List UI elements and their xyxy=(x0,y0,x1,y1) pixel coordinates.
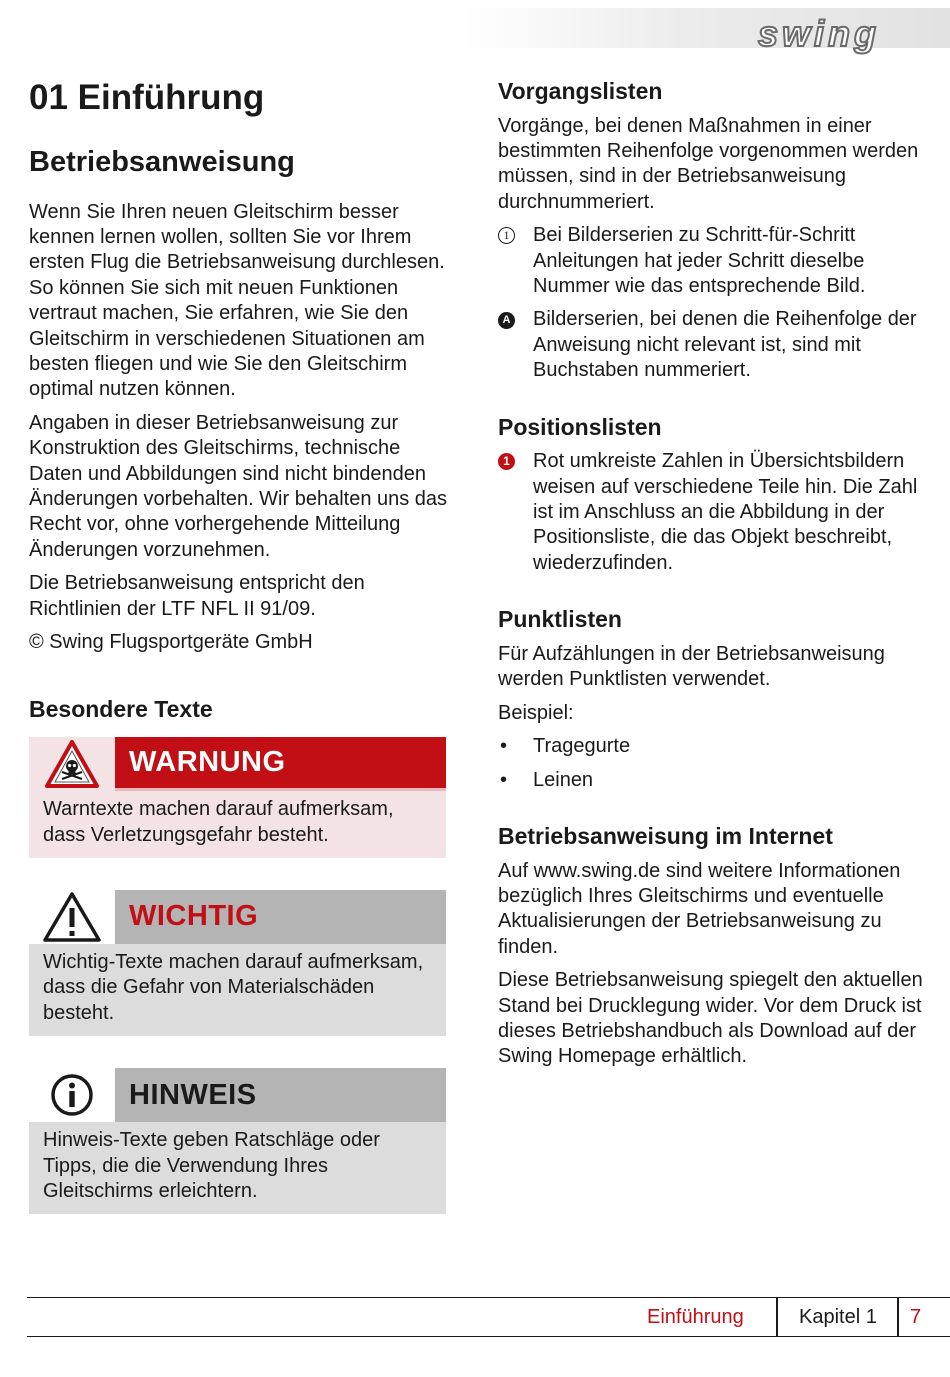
list-item-text: Bilderserien, bei denen die Reihenfolge der Anweisung nicht relevant ist, sind mit Buchstaben nummeriert. xyxy=(533,308,917,382)
footer-chapter: Kapitel 1 xyxy=(799,1305,877,1328)
note-title: HINWEIS xyxy=(115,1068,446,1122)
paragraph: Diese Betriebsanweisung spiegelt den aktuellen Stand bei Drucklegung wider. Vor dem Druck ist dieses Betriebshandbuch als Download auf der Swing Homepage erhältlich. xyxy=(498,969,923,1068)
footer-divider xyxy=(897,1298,899,1336)
paragraph: Angaben in dieser Betriebsanweisung zur Konstruktion des Gleitschirms, technische Daten und Abbildungen sind nicht bindenden Änderungen vorbehalten. Wir behalten uns das Recht vor, ohne vorhergehende Mitteilung Änderungen vorzunehmen. xyxy=(29,411,448,561)
step-letter-marker: A xyxy=(498,312,515,329)
warning-text: Warntexte machen darauf aufmerksam, dass Verletzungsgefahr besteht. xyxy=(43,798,394,846)
example-label: Beispiel: xyxy=(498,701,574,724)
swing-logo: swing xyxy=(757,13,880,54)
important-box xyxy=(29,890,446,1036)
right-column xyxy=(498,78,938,1100)
page-footer xyxy=(27,1297,950,1337)
list-item-text: Leinen xyxy=(533,768,594,791)
list-item-text: Rot umkreiste Zahlen in Übersichtsbildern weisen auf verschiedene Teile hin. Die Zahl ist im Anschluss an die Abbildung in der Positionsliste, die das Objekt beschreibt, wiederzufinden. xyxy=(533,450,918,574)
list-item xyxy=(498,449,938,576)
section-heading: Betriebsanweisung im Internet xyxy=(498,822,833,849)
step-number-marker: 1 xyxy=(498,227,515,244)
footer-divider xyxy=(776,1298,778,1336)
warning-box xyxy=(29,737,446,858)
special-texts-heading: Besondere Texte xyxy=(29,695,213,722)
warning-title: WARNUNG xyxy=(115,737,446,791)
process-lists-section xyxy=(498,78,938,384)
note-text: Hinweis-Texte geben Ratschläge oder Tipps, die die Verwendung Ihres Gleitschirms erleichtern. xyxy=(43,1129,380,1202)
position-number-marker: 1 xyxy=(498,453,515,470)
list-item-text: Bei Bilderserien zu Schritt-für-Schritt Anleitungen hat jeder Schritt dieselbe Nummer wie das entsprechende Bild. xyxy=(533,224,866,298)
important-title: WICHTIG xyxy=(115,890,446,944)
section-heading: Punktlisten xyxy=(498,606,622,633)
page-number: 7 xyxy=(910,1305,922,1328)
section-title: Betriebsanweisung xyxy=(29,146,295,179)
note-box xyxy=(29,1068,446,1214)
list-item xyxy=(498,734,938,759)
section-heading: Positionslisten xyxy=(498,413,662,440)
list-item-text: Tragegurte xyxy=(533,735,631,758)
list-item xyxy=(498,307,938,383)
position-lists-section xyxy=(498,414,938,577)
paragraph: Wenn Sie Ihren neuen Gleitschirm besser kennen lernen wollen, sollten Sie vor Ihrem ersten Flug die Betriebsanweisung durchlesen. So können Sie sich mit neuen Funktionen vertraut machen, Sie erfahren, wie Sie den Gleitschirm in verschiedenen Situationen am besten fliegen und wie Sie den Gleitschirm optimal nutzen können. xyxy=(29,200,445,401)
section-heading: Vorgangslisten xyxy=(498,78,663,104)
chapter-title: 01 Einführung xyxy=(29,78,265,117)
copyright-line: © Swing Flugsportgeräte GmbH xyxy=(29,631,313,654)
paragraph: Für Aufzählungen in der Betriebsanweisung werden Punktlisten verwendet. xyxy=(498,642,885,691)
point-lists-section xyxy=(498,606,938,793)
exclamation-triangle-icon xyxy=(29,890,115,944)
list-item xyxy=(498,768,938,793)
footer-section-name: Einführung xyxy=(647,1305,744,1328)
left-column xyxy=(29,78,449,1246)
paragraph: Auf www.swing.de sind weitere Informationen bezüglich Ihres Gleitschirms und eventuelle Aktualisierungen der Betriebsanweisung zu finden. xyxy=(498,859,901,958)
info-circle-icon xyxy=(29,1068,115,1122)
paragraph: Vorgänge, bei denen Maßnahmen in einer bestimmten Reihenfolge vorgenommen werden müssen, sind in der Betriebsanweisung durchnummeriert. xyxy=(498,114,919,213)
internet-section xyxy=(498,823,938,1070)
bullet-icon: • xyxy=(500,735,508,758)
bullet-icon: • xyxy=(500,768,508,791)
skull-warning-triangle-icon xyxy=(29,737,115,791)
header-band xyxy=(462,8,950,54)
list-item xyxy=(498,223,938,299)
important-text: Wichtig-Texte machen darauf aufmerksam, dass die Gefahr von Materialschäden besteht. xyxy=(43,950,424,1024)
paragraph: Die Betriebsanweisung entspricht den Richtlinien der LTF NFL II 91/09. xyxy=(29,572,365,620)
